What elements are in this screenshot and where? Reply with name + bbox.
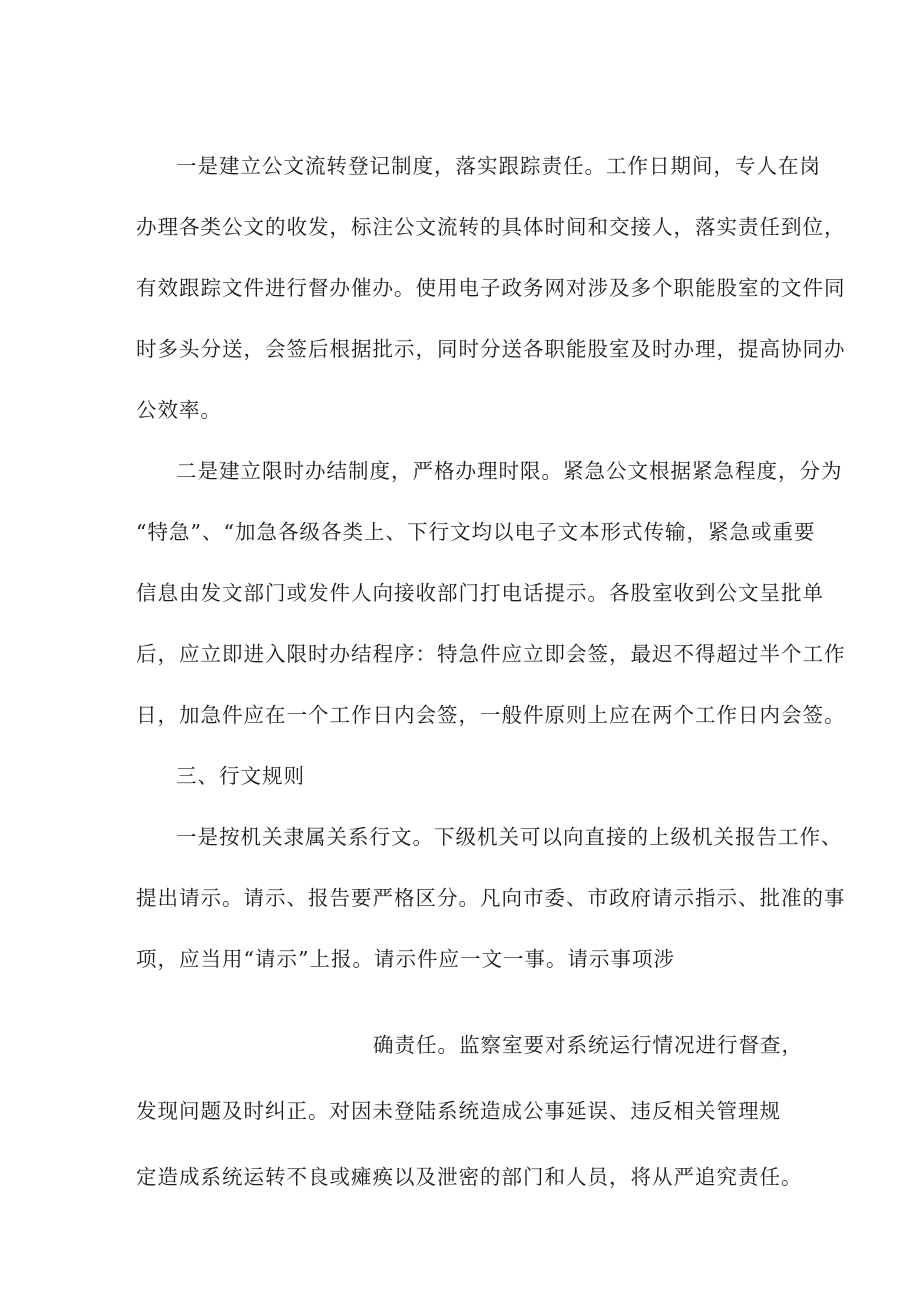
paragraph-3-line-1: 一是按机关隶属关系行文。下级机关可以向直接的上级机关报告工作、	[176, 825, 843, 849]
paragraph-2-line-5: 日，加急件应在一个工作日内会签，一般件原则上应在两个工作日内会签。	[136, 703, 846, 727]
paragraph-2-line-2: “特急”、“加急各级各类上、下行文均以电子文本形式传输，紧急或重要	[136, 520, 816, 544]
paragraph-2-line-3: 信息由发文部门或发件人向接收部门打电话提示。各股室收到公文呈批单	[136, 581, 824, 605]
paragraph-1-line-3: 有效跟踪文件进行督办催办。使用电子政务网对涉及多个职能股室的文件同	[136, 276, 846, 300]
paragraph-2-line-4: 后，应立即进入限时办结程序：特急件应立即会签，最迟不得超过半个工作	[136, 642, 846, 666]
paragraph-1-line-1: 一是建立公文流转登记制度，落实跟踪责任。工作日期间，专人在岗	[176, 154, 821, 178]
paragraph-3-line-2: 提出请示。请示、报告要严格区分。凡向市委、市政府请示指示、批准的事	[136, 886, 846, 910]
paragraph-2-line-1: 二是建立限时办结制度，严格办理时限。紧急公文根据紧急程度，分为	[176, 459, 843, 483]
paragraph-3-line-3: 项，应当用“请示”上报。请示件应一文一事。请示事项涉	[136, 947, 675, 971]
paragraph-4-line-2: 发现问题及时纠正。对因未登陆系统造成公事延误、违反相关管理规	[136, 1099, 781, 1123]
paragraph-1-line-4: 时多头分送，会签后根据批示，同时分送各职能股室及时办理，提高协同办	[136, 337, 846, 361]
paragraph-4-line-1: 确责任。监察室要对系统运行情况进行督查，	[373, 1033, 803, 1057]
section-heading: 三、行文规则	[176, 764, 305, 788]
paragraph-1-line-2: 办理各类公文的收发，标注公文流转的具体时间和交接人，落实责任到位，	[136, 215, 846, 239]
paragraph-4-line-3: 定造成系统运转不良或瘫痪以及泄密的部门和人员，将从严追究责任。	[136, 1165, 803, 1189]
paragraph-1-line-5: 公效率。	[136, 398, 222, 422]
